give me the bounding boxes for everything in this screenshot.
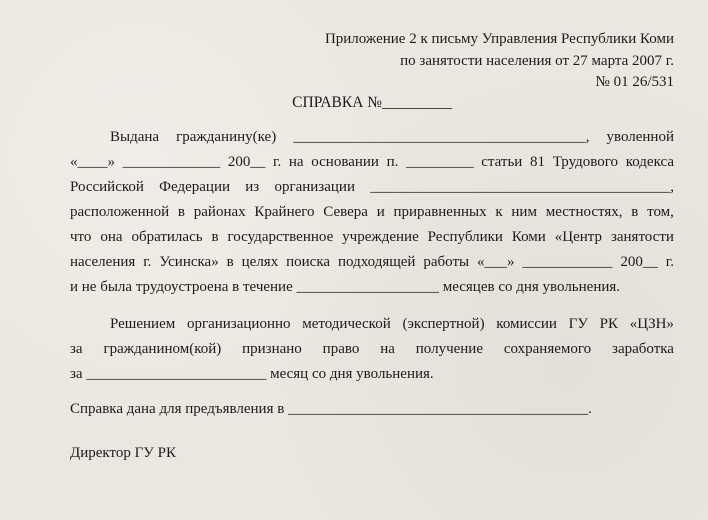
word: 200__	[227, 154, 266, 170]
word: г.	[665, 254, 674, 270]
paragraph-line	[70, 125, 674, 150]
word: занятости	[610, 229, 674, 245]
paragraph-line	[70, 150, 674, 175]
signature-line: Директор ГУ РК	[70, 445, 177, 461]
word: местностях,	[545, 204, 623, 220]
word: уволенной	[606, 129, 674, 145]
word: 81	[530, 154, 546, 170]
word: методической	[302, 316, 391, 332]
word: на	[288, 154, 304, 170]
word: на	[380, 341, 395, 357]
word: том,	[647, 204, 674, 220]
word: в	[177, 204, 186, 220]
word: организационно	[186, 316, 291, 332]
word: ним	[511, 204, 537, 220]
word: из	[245, 179, 260, 195]
word: «Центр	[554, 229, 603, 245]
word: получение	[415, 341, 483, 357]
paragraph-line	[70, 250, 674, 275]
word: ____________	[522, 254, 613, 270]
word: признано	[242, 341, 302, 357]
word: Решением	[110, 316, 176, 332]
word: к	[495, 204, 503, 220]
word: «ЦЗН»	[629, 316, 674, 332]
word: работы	[423, 254, 470, 270]
word: заработка	[612, 341, 674, 357]
word: что	[70, 229, 92, 245]
word: _____________	[122, 154, 221, 170]
word: ГУ	[568, 316, 588, 332]
word: в	[226, 254, 234, 270]
word: (экспертной)	[402, 316, 485, 332]
word: статьи	[481, 154, 523, 170]
word: кодекса	[625, 154, 674, 170]
word: Севера	[323, 204, 368, 220]
paragraph-line	[70, 312, 674, 337]
word: Российской	[70, 179, 144, 195]
word: поиска	[286, 254, 331, 270]
word: Выдана	[110, 129, 160, 145]
word: 200__	[620, 254, 658, 270]
word: _________	[406, 154, 474, 170]
word: организации	[274, 179, 355, 195]
word: п.	[386, 154, 399, 170]
word: в	[211, 229, 219, 245]
word: г.	[273, 154, 282, 170]
word: учреждение	[342, 229, 419, 245]
paragraph-line	[70, 200, 674, 225]
word: гражданином(кой)	[103, 341, 222, 357]
paragraph-decision	[70, 312, 674, 387]
word: подходящей	[337, 254, 416, 270]
word: «___»	[477, 254, 515, 270]
paragraph-last-line: и не была трудоустроена в течение ___________________ месяцев со дня увольнения.	[70, 279, 621, 295]
paragraph-line	[70, 225, 674, 250]
word: сохраняемого	[503, 341, 592, 357]
word: РК	[599, 316, 619, 332]
purpose-line: Справка дана для предъявления в ________________________________________.	[70, 401, 592, 417]
word: гражданину(ке)	[176, 129, 277, 145]
paragraph-line	[70, 337, 674, 362]
document-title: СПРАВКА №_________	[292, 94, 452, 111]
word: «____»	[70, 154, 115, 170]
word: Республики	[427, 229, 503, 245]
word: приравненных	[393, 204, 487, 220]
word: она	[100, 229, 123, 245]
word: комиссии	[496, 316, 557, 332]
word: право	[322, 341, 360, 357]
word: ________________________________________,	[370, 179, 674, 195]
word: основании	[311, 154, 379, 170]
word: Федерации	[159, 179, 231, 195]
word: Крайнего	[254, 204, 315, 220]
word: _______________________________________,	[293, 129, 590, 145]
word: г.	[143, 254, 152, 270]
word: целях	[241, 254, 279, 270]
word: районах	[193, 204, 246, 220]
header-line-1: Приложение 2 к письму Управления Республики Коми	[324, 31, 674, 47]
word: за	[70, 341, 83, 357]
word: расположенной	[70, 204, 170, 220]
word: в	[631, 204, 639, 220]
word: Коми	[511, 229, 546, 245]
paragraph-last-line: за ________________________ месяц со дня увольнения.	[70, 366, 434, 382]
paragraph-issued	[70, 125, 674, 300]
header-line-3: № 01 26/531	[595, 74, 674, 90]
paragraph-line	[70, 175, 674, 200]
word: государственное	[227, 229, 334, 245]
word: обратилась	[131, 229, 203, 245]
word: Усинска»	[159, 254, 219, 270]
word: и	[376, 204, 385, 220]
word: населения	[70, 254, 136, 270]
header-line-2: по занятости населения от 27 марта 2007 г.	[400, 53, 674, 69]
word: Трудового	[552, 154, 619, 170]
